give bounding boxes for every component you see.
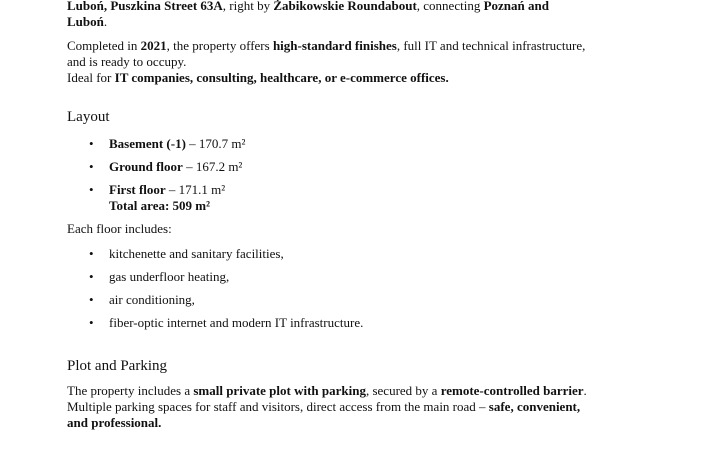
barrier-text: remote-controlled barrier [440,383,584,398]
completed-paragraph [67,38,687,86]
floor-area: – 167.2 m² [182,159,243,174]
bullet-icon: • [89,136,94,151]
floor-name: Basement (-1) [109,136,186,151]
intro-text: . [103,14,108,29]
total-area: Total area: 509 m² [109,198,211,213]
city-text: Luboń [67,14,104,29]
floor-area: – 170.7 m² [185,136,246,151]
ideal-text: Ideal for [67,70,115,85]
intro-text: , connecting [416,0,484,13]
feature-text: kitchenette and sanitary facilities, [109,246,284,261]
year-text: 2021 [140,38,167,53]
floor-name: Ground floor [109,159,183,174]
completed-text: , full IT and technical infrastructure, [396,38,586,53]
list-item [67,159,687,175]
each-floor-text: Each floor includes: [67,221,172,236]
intro-paragraph [67,0,687,30]
floor-area: – 171.1 m² [165,182,226,197]
plot-text: . [583,383,587,398]
feature-text: gas underfloor heating, [109,269,230,284]
roundabout-text: Żabikowskie Roundabout [273,0,417,13]
bullet-icon: • [89,246,94,261]
layout-heading: Layout [67,109,110,125]
completed-text: , the property offers [166,38,273,53]
plot-text: The property includes a [67,383,194,398]
document-page [67,0,687,431]
list-item [67,269,687,285]
plot-text: Multiple parking spaces for staff and visitors, direct access from the main road – [67,399,489,414]
list-item [67,315,687,331]
bullet-icon: • [89,269,94,284]
list-item [67,246,687,262]
ideal-uses-text: IT companies, consulting, healthcare, or e-commerce offices. [114,70,449,85]
plot-heading: Plot and Parking [67,358,167,374]
bullet-icon: • [89,315,94,330]
bullet-icon: • [89,292,94,307]
floors-list [67,136,687,214]
plot-bold-text: safe, convenient, [488,399,581,414]
bullet-icon: • [89,182,94,197]
completed-text: Completed in [67,38,141,53]
plot-bold-text: and professional. [67,415,162,430]
floor-name: First floor [109,182,166,197]
feature-text: fiber-optic internet and modern IT infrastructure. [109,315,364,330]
address-text: Luboń, Puszkina Street 63A [67,0,223,13]
plot-text: , secured by a [365,383,441,398]
finishes-text: high-standard finishes [272,38,397,53]
list-item [67,136,687,152]
plot-bold-text: small private plot with parking [193,383,366,398]
cities-text: Poznań and [483,0,549,13]
feature-text: air conditioning, [109,292,195,307]
features-list [67,246,687,331]
completed-text: and is ready to occupy. [67,54,187,69]
plot-paragraph [67,383,687,431]
list-item [67,292,687,308]
list-item [67,182,687,214]
bullet-icon: • [89,159,94,174]
intro-text: , right by [222,0,274,13]
